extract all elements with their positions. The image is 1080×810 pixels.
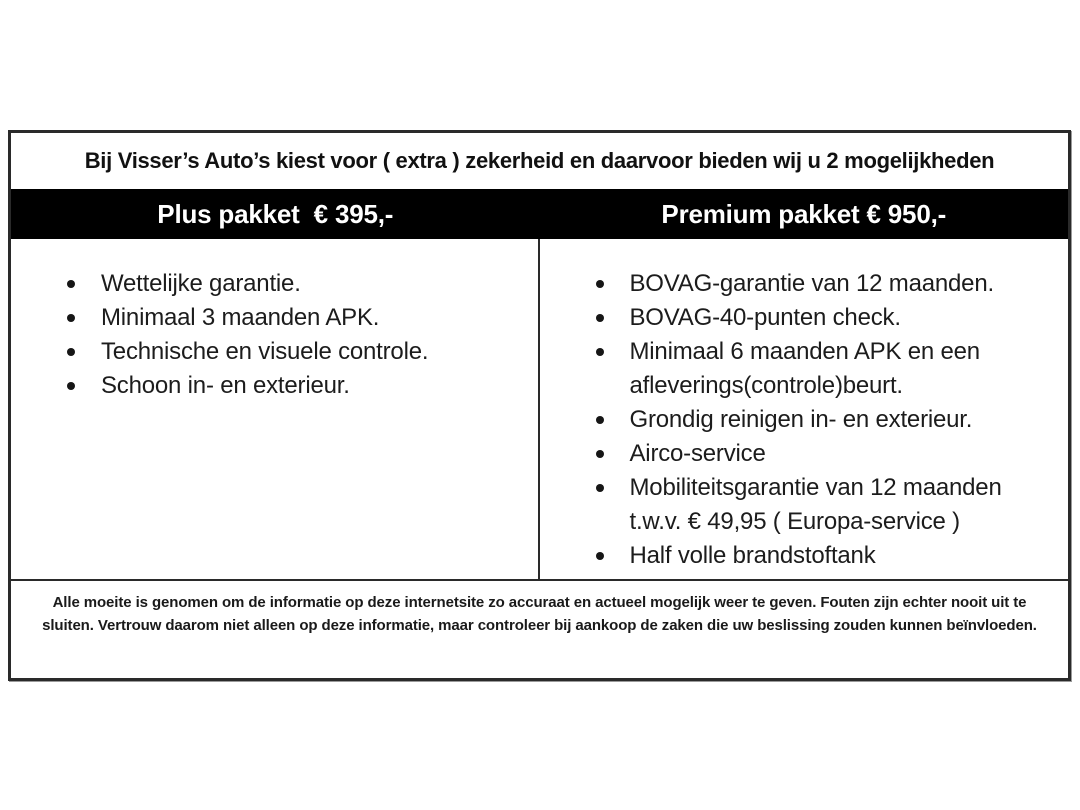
package-header-bar <box>11 189 1068 239</box>
list-item: BOVAG-40-punten check. <box>540 301 1057 335</box>
premium-package-header: Premium pakket € 950,- <box>661 198 947 229</box>
table-title-row <box>11 133 1068 189</box>
list-item: BOVAG-garantie van 12 maanden. <box>540 267 1057 301</box>
plus-package-cell <box>11 239 540 579</box>
list-item: Mobiliteitsgarantie van 12 maanden t.w.v. € 49,95 ( Europa-service ) <box>540 471 1057 539</box>
list-item: Wettelijke garantie. <box>11 267 526 301</box>
plus-package-list <box>11 267 526 403</box>
list-item: Half volle brandstoftank <box>540 539 1057 573</box>
premium-package-cell <box>540 239 1069 579</box>
table-title: Bij Visser’s Auto’s kiest voor ( extra ) zekerheid en daarvoor bieden wij u 2 mogelijkheden <box>84 148 995 173</box>
disclaimer-row <box>11 579 1068 678</box>
premium-package-list <box>540 267 1057 573</box>
list-item: Grondig reinigen in- en exterieur. <box>540 403 1057 437</box>
list-item: Minimaal 3 maanden APK. <box>11 301 526 335</box>
list-item: Minimaal 6 maanden APK en een afleverings(controle)beurt. <box>540 335 1057 403</box>
list-item: Airco-service <box>540 437 1057 471</box>
plus-package-header: Plus pakket € 395,- <box>157 198 394 229</box>
list-item: Technische en visuele controle. <box>11 335 526 369</box>
warranty-packages-table <box>8 130 1071 681</box>
list-item: Schoon in- en exterieur. <box>11 369 526 403</box>
disclaimer-text: Alle moeite is genomen om de informatie op deze internetsite zo accuraat en actueel mogelijk weer te geven. Fouten zijn echter nooit uit te sluiten. Vertrouw daarom niet alleen op deze informatie, maar controleer bij aankoop de zaken die uw beslissing zouden kunnen beïnvloeden. <box>42 594 1037 634</box>
package-content-row <box>11 239 1068 579</box>
